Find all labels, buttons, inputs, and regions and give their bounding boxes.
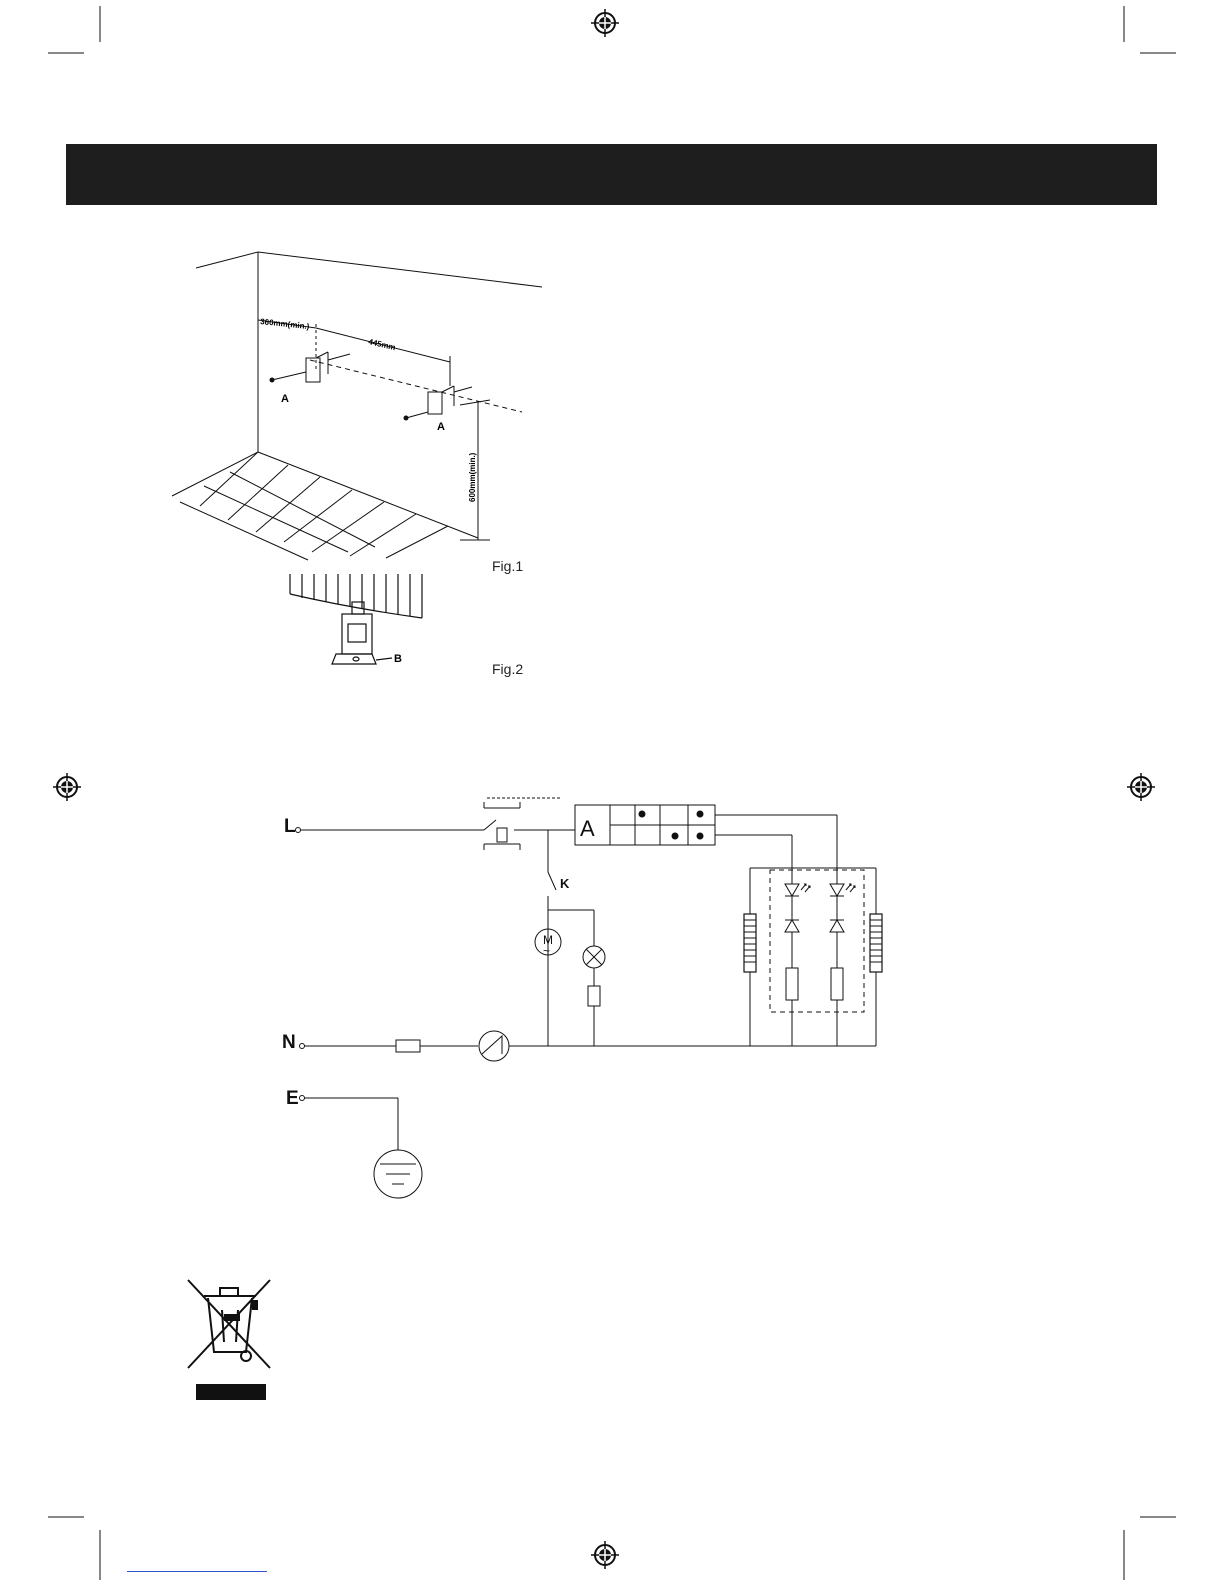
figure1-label: Fig.1 bbox=[492, 558, 524, 574]
dim-height-label: 600mm(min.) bbox=[468, 452, 477, 502]
terminal-n-label: N bbox=[282, 1032, 296, 1053]
dim-side-label: 360mm(min.) bbox=[259, 317, 310, 332]
dim-between-label: 445mm bbox=[367, 337, 397, 353]
terminal-l-label: L bbox=[284, 816, 296, 837]
footer-link-line bbox=[127, 1571, 267, 1572]
selector-a-label: A bbox=[580, 816, 595, 841]
motor-tilde-label: ~ bbox=[543, 944, 551, 958]
weee-crossed-bin-icon bbox=[186, 1276, 276, 1402]
bracket-a2-label: A bbox=[437, 421, 445, 433]
bracket-b-label: B bbox=[394, 653, 402, 665]
figure2-label: Fig.2 bbox=[492, 661, 524, 677]
switch-k-label: K bbox=[560, 876, 570, 891]
motor-m-label: M bbox=[543, 933, 553, 947]
bracket-a1-label: A bbox=[281, 393, 289, 405]
terminal-e-label: E bbox=[286, 1088, 299, 1109]
